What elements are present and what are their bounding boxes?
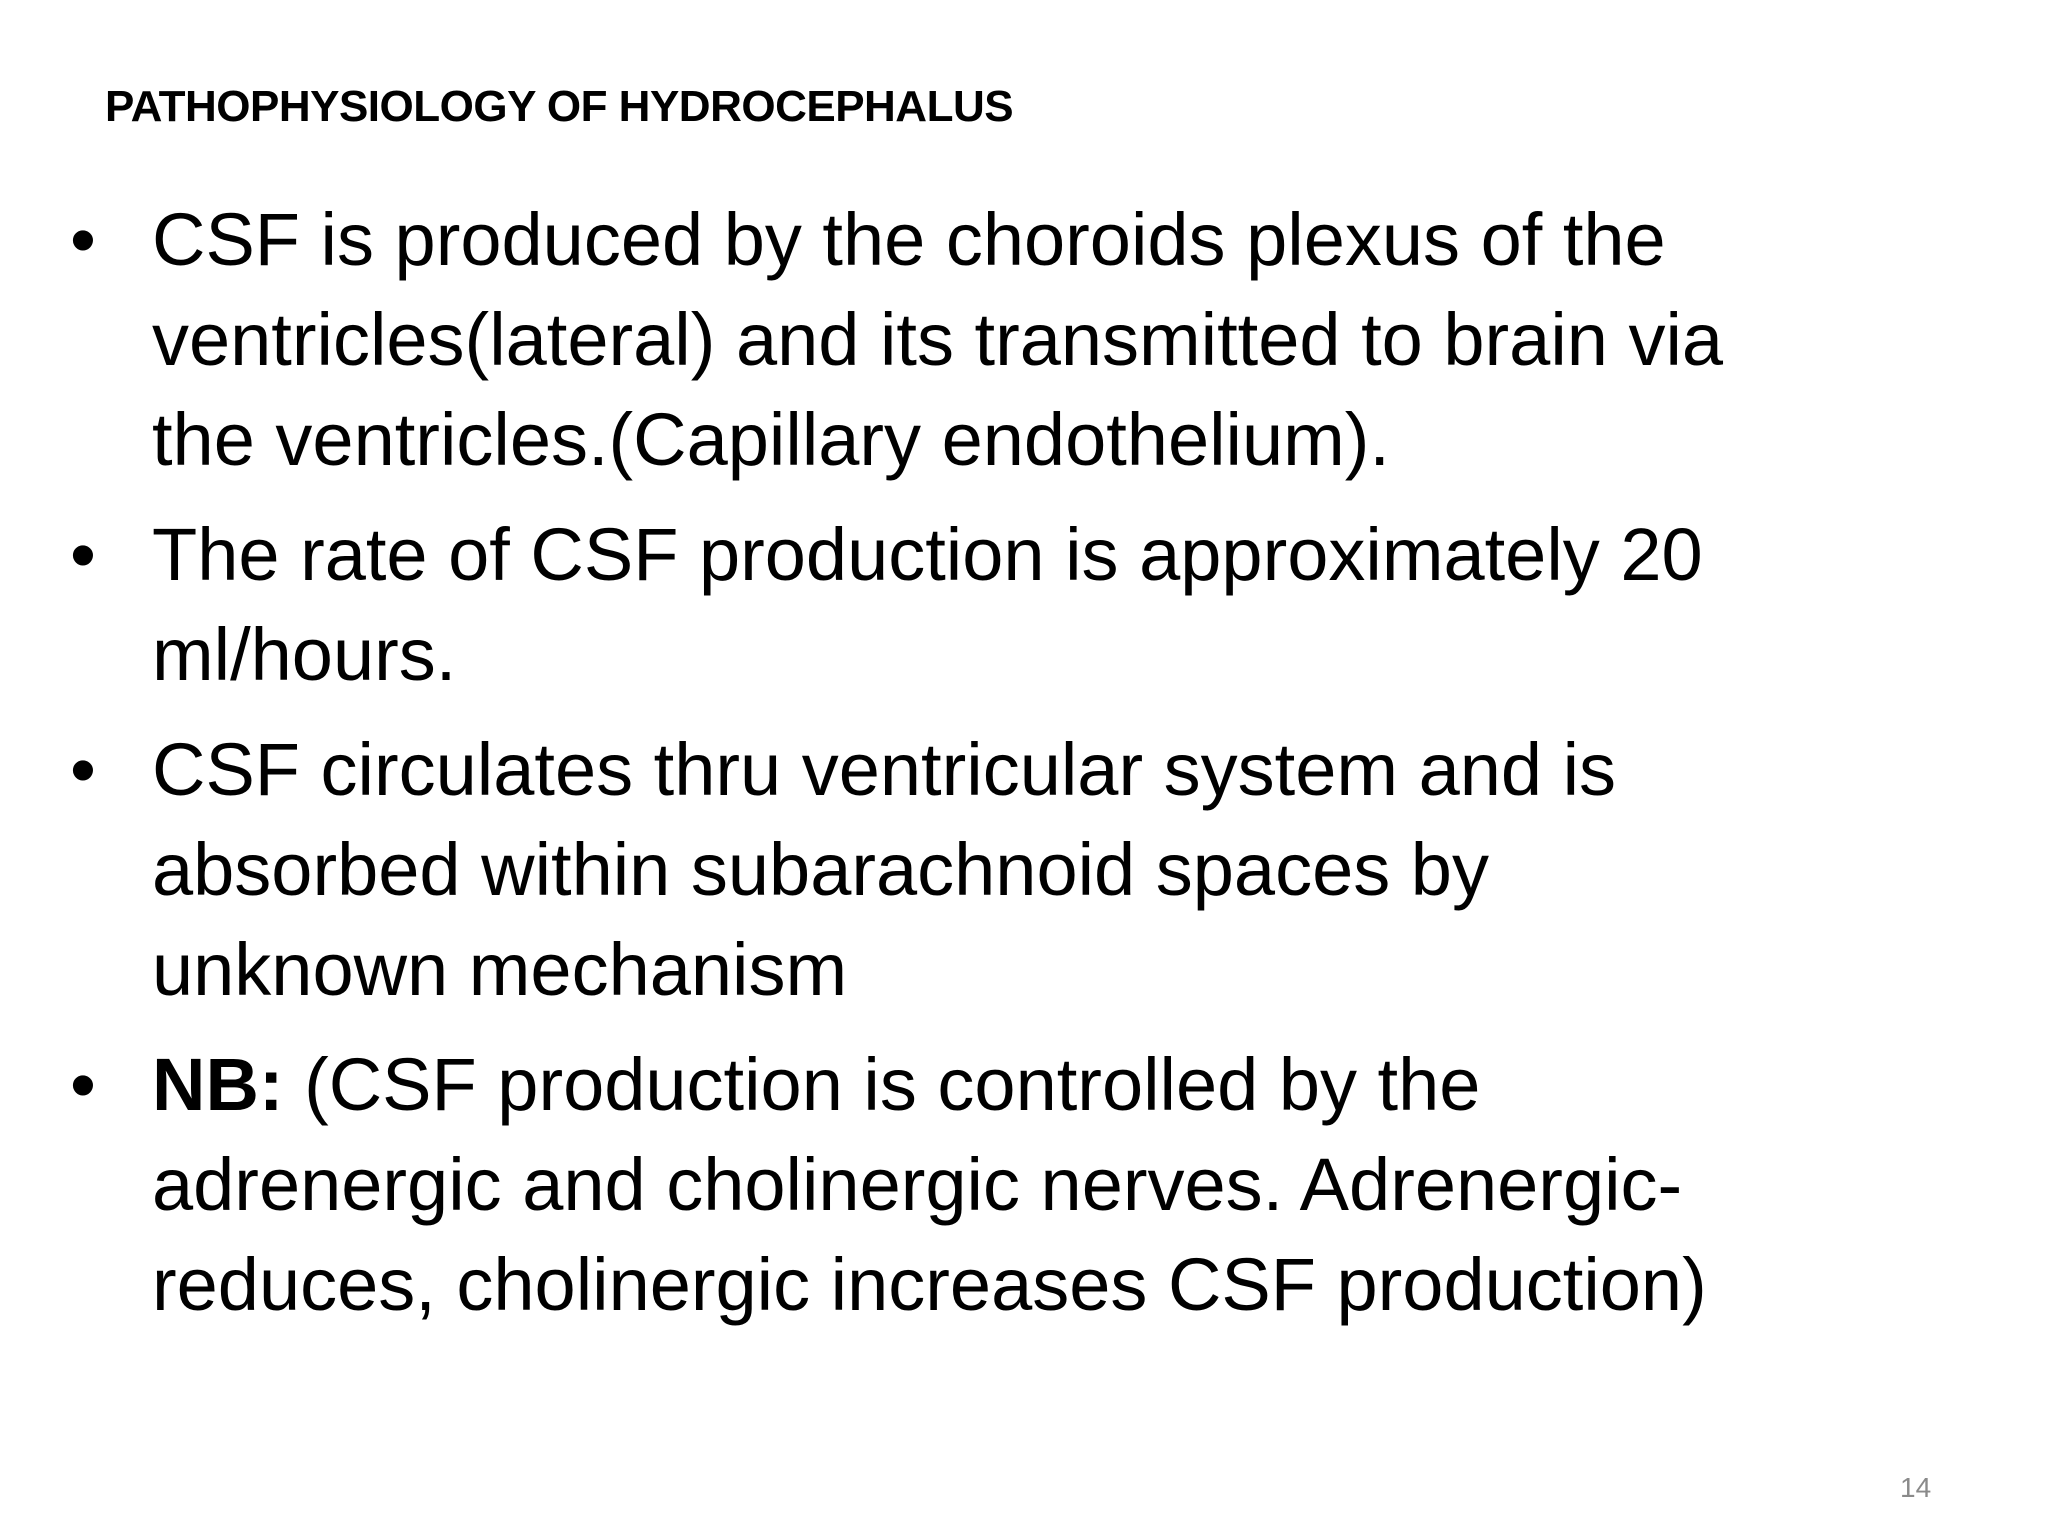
bullet-item-csf-production xyxy=(70,190,1990,490)
bullet-list xyxy=(70,190,1990,1350)
bullet-text-line: absorbed within subarachnoid spaces by xyxy=(152,828,1489,911)
bullet-text-line: The rate of CSF production is approximately 20 xyxy=(152,513,1703,596)
bullet-icon: • xyxy=(70,1043,96,1126)
bullet-text-line: ventricles(lateral) and its transmitted to brain via xyxy=(152,298,1724,381)
bullet-icon: • xyxy=(70,513,96,596)
bullet-first-line xyxy=(152,1035,1990,1135)
bullet-item-production-rate xyxy=(70,505,1990,705)
bullet-text-line: ml/hours. xyxy=(152,613,457,696)
bullet-text-line: CSF is produced by the choroids plexus of the xyxy=(152,198,1666,281)
nb-label: NB: xyxy=(152,1043,284,1126)
bullet-text-line: unknown mechanism xyxy=(152,928,848,1011)
page-number: 14 xyxy=(1900,1472,1932,1503)
bullet-icon: • xyxy=(70,728,96,811)
bullet-text-line: reduces, cholinergic increases CSF production) xyxy=(152,1243,1707,1326)
bullet-text-line: the ventricles.(Capillary endothelium). xyxy=(152,398,1390,481)
bullet-text-line: adrenergic and cholinergic nerves. Adrenergic- xyxy=(152,1143,1683,1226)
slide-title: PATHOPHYSIOLOGY OF HYDROCEPHALUS xyxy=(105,82,1014,131)
bullet-text-line: CSF circulates thru ventricular system and is xyxy=(152,728,1617,811)
bullet-icon: • xyxy=(70,198,96,281)
bullet-item-nb-note xyxy=(70,1035,1990,1335)
bullet-item-circulation xyxy=(70,720,1990,1020)
bullet-text-segment: (CSF production is controlled by the xyxy=(283,1043,1481,1126)
